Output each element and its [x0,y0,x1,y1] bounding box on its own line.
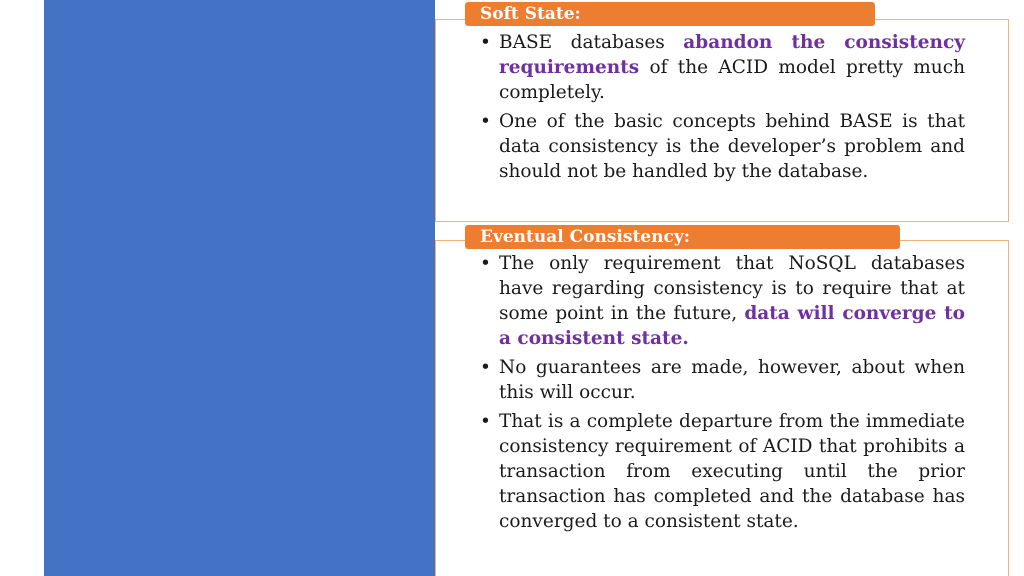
bullet-text: One of the basic concepts behind BASE is that data consistency is the developer’s problem and should not be handled by the database. [499,111,965,182]
eventual-consistency-heading: Eventual Consistency: [465,225,900,249]
eventual-consistency-bullets [478,251,965,538]
soft-state-heading: Soft State: [465,2,875,26]
bullet-text: The only requirement that NoSQL databases have regarding consistency is to require that at some point in the future, [499,253,965,324]
bullet-item [478,109,965,184]
bullet-text: of the ACID model pretty much completely. [499,57,965,103]
highlighted-text: data will converge to a consistent state. [499,303,966,349]
bullet-item [478,251,965,351]
bullet-text: BASE databases [499,32,684,53]
highlighted-text: abandon the consistency requirements [499,32,965,78]
bullet-text: That is a complete departure from the immediate consistency requirement of ACID that prohibits a transaction from executing until the prior transaction has completed and the database has converged to a consistent state. [499,411,965,532]
bullet-item [478,355,965,405]
soft-state-bullets [478,30,965,188]
bullet-item [478,409,965,534]
bullet-text: No guarantees are made, however, about when this will occur. [499,357,965,403]
left-blue-panel [44,0,435,576]
bullet-item [478,30,965,105]
